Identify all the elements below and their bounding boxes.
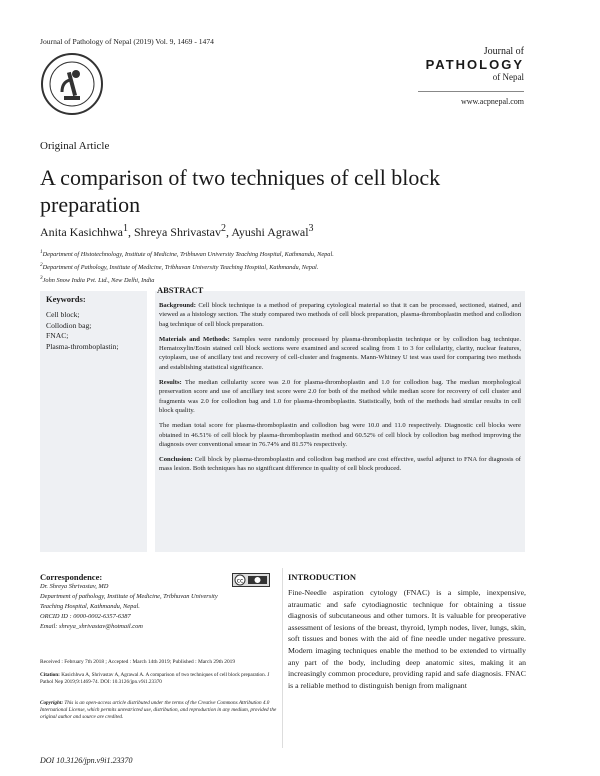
author-name: Shreya Shrivastav (133, 225, 221, 239)
journal-line2: PATHOLOGY (425, 57, 524, 72)
abstract-background: Background: Cell block technique is a method of preparing cytological material so that it can be processed, sectioned, stained, and viewed as a histology section. The study compared two methods of cell block preparation, plasma-thromboplastin method and collodion bag technique of cell block preparation. (159, 302, 521, 328)
keyword-item: Cell block; (46, 310, 80, 319)
column-divider (282, 568, 283, 748)
intro-text: Fine-Needle aspiration cytology (FNAC) is a simple, inexpensive, atraumatic and safe cytodiagnostic technique for obtaining a tissue diagnosis of subcutaneous and other tumors. It is valuable for preoperative assessment of lesions of the breast, thyroid, lymph nodes, liver, lungs, skin, soft tissues and bones with the aid of fine needle under negative pressure. Modern imaging techniques enable the method to be extended to virtually any part of the body, including deep anatomic sites, making it an increasingly common procedure, providing rapid and safe diagnosis. FNAC is a reliable method to distinguish benign from malignant (288, 588, 526, 690)
author-list: Anita Kasichhwa$^1$, Shreya Shrivastav$^2$, Ayushi Agrawal$^3$ (40, 223, 314, 239)
abstract-heading: ABSTRACT (157, 285, 204, 295)
correspondence-dept: Department of pathology, Institute of Medicine, Tribhuvan University (40, 593, 218, 600)
correspondence-email[interactable]: Email: shreya_shrivastav@hotmail.com (40, 623, 143, 630)
publication-dates: Received : February 7th 2018 ; Accepted : March 14th 2019; Published : March 29th 2019 (40, 659, 236, 665)
keywords-title: Keywords: (46, 294, 86, 304)
keyword-item: FNAC; (46, 331, 69, 340)
author-sup: 1 (122, 223, 128, 234)
abstract-methods: Materials and Methods: Samples were randomly processed by plasma-thromboplastin technique or by collodion bag technique. Hematoxylin/Eosin stained cell block sections were examined and scored scaling from 1 to 3 for cellularity, clarity, nuclear features, cytoplasm, use of ancillary test and recovery of cell-cluster and fragments. Mann-Whitney U test was used for comparing two methods and establishing statistical significance. (159, 335, 522, 371)
affiliation: $^3$John Snow India Pvt. Ltd., New Delhi, India (40, 275, 155, 285)
keyword-item: Plasma-thromboplastin; (46, 341, 119, 351)
affiliation: $^2$Department of Pathology, Institute of Medicine, Tribhuvan University Teaching Hospital, Kathmandu, Nepal. (40, 262, 319, 272)
affiliation: $^1$Department of Histotechnology, Institute of Medicine, Tribhuvan University Teaching Hospital, Kathmandu, Nepal. (40, 249, 334, 259)
author-sup: 2 (220, 223, 226, 234)
keyword-item: Collodion bag; (46, 320, 92, 330)
journal-line1: Journal of (483, 46, 524, 57)
correspondence-hospital: Teaching Hospital, Kathmandu, Nepal. (40, 603, 140, 610)
intro-heading: INTRODUCTION (288, 572, 357, 582)
affiliations (40, 247, 334, 286)
correspondence-orcid: ORCID ID : 0000-0002-6357-6387 (40, 613, 131, 620)
abstract-conclusion: Conclusion: Cell block by plasma-thromboplastin and collodion bag method are cost effective, useful adjunct to FNA for diagnosis of mass lesion. Both techniques has no significant difference in quality of cell block produced. (159, 456, 521, 473)
citation: Citation: Kasichhwa A, Shrivastav A, Agrawal A. A comparison of two techniques of cell block preparation. J Pathol Nep 2019;9:1469-74. DOI: 10.3126/jpn.v9i1.23370 (40, 672, 270, 685)
journal-logo (40, 52, 104, 116)
abstract-box (155, 285, 525, 552)
author-name: Anita Kasichhwa (40, 225, 123, 239)
abstract-results: Results: The median cellularity score was 2.0 for plasma-thromboplastin and 1.0 for collodion bag. The median morphological preservation score and use of ancillary test score were 2.0 for both of the method while median score for recovery of cell cluster and fragments was 2.0 for collodion bag and 1.0 for plasma-thromboplastin. Statistically, both of the methods had similar results in cell block quality. (159, 379, 521, 414)
journal-masthead (426, 46, 524, 82)
keywords-box (40, 291, 147, 552)
masthead-divider (418, 91, 524, 92)
journal-line3: of Nepal (492, 72, 524, 82)
svg-text:cc: cc (236, 577, 244, 585)
article-type: Original Article (40, 140, 110, 152)
journal-reference: Journal of Pathology of Nepal (2019) Vol. 9, 1469 - 1474 (40, 37, 214, 46)
copyright: Copyright: This is an open-access article distributed under the terms of the Creative Commons Attribution 4.0 International License, which permits unrestricted use, distribution, and reproduction in any medium, provided the original author and source are credited. (40, 700, 277, 720)
correspondence-title: Correspondence: (40, 572, 103, 582)
abstract-results-2: The median total score for plasma-thromboplastin and collodion bag were 10.0 and 11.0 respectively. Diagnostic cell blocks were obtained in 46.51% of cell block by plasma-thromboplastin method and 60.52% of cell block by collodion bag method improving the diagnosis over conventional smear in 76.74% and 81.57% respectively. (159, 422, 521, 448)
correspondence-name: Dr. Shreya Shrivastav, MD (40, 583, 109, 590)
creative-commons-icon (232, 573, 270, 587)
article-title: A comparison of two techniques of cell block preparation (40, 165, 441, 217)
author-name: Ayushi Agrawal (231, 225, 309, 239)
journal-url[interactable]: www.acpnepal.com (460, 97, 524, 106)
doi[interactable]: DOI 10.3126/jpn.v9i1.23370 (40, 756, 133, 765)
author-sup: 3 (308, 223, 314, 234)
